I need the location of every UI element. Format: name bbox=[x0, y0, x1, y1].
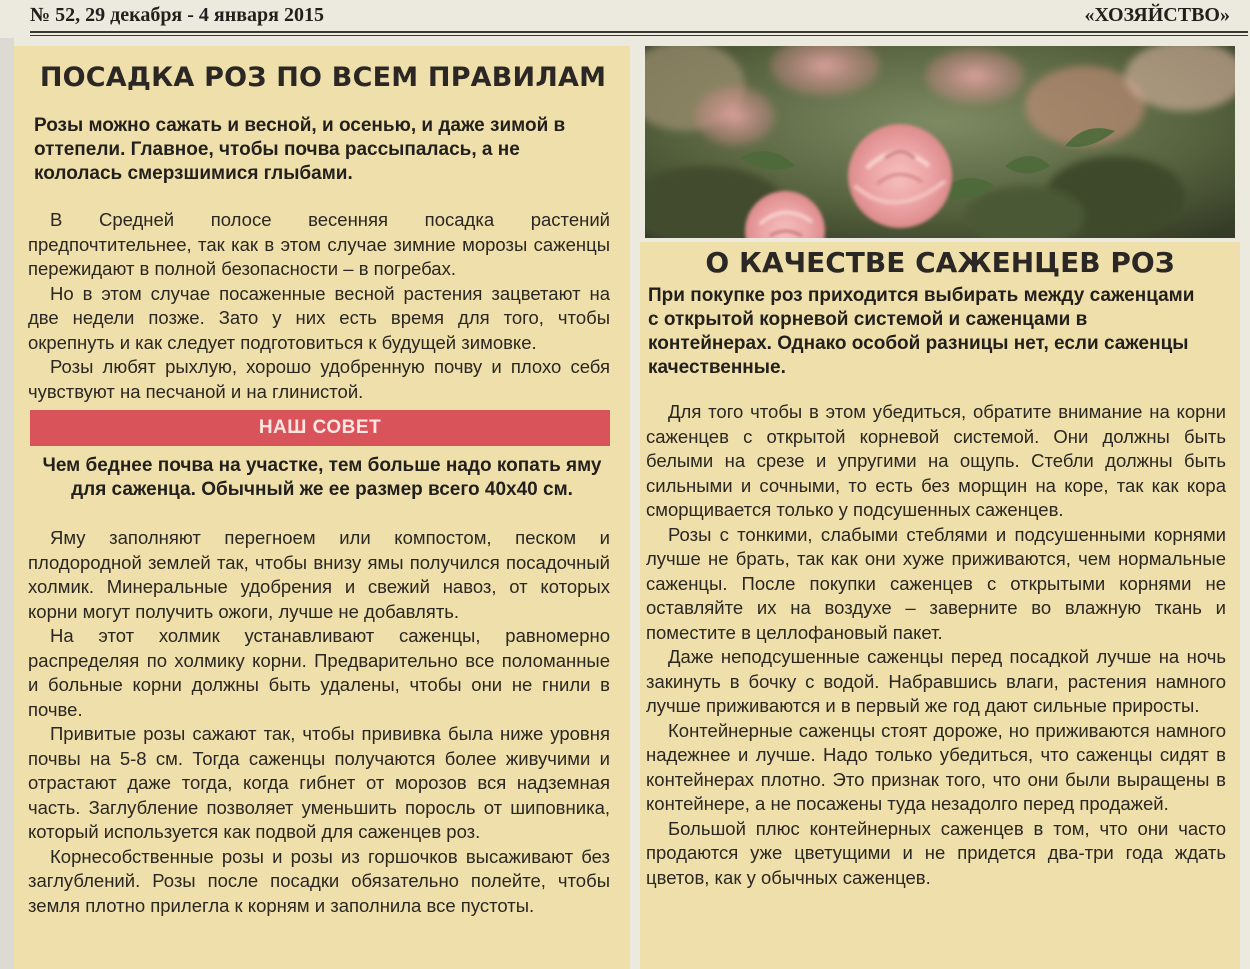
advice-banner: НАШ СОВЕТ bbox=[30, 410, 610, 446]
article-lead: Розы можно сажать и весной, и осенью, и даже зимой в оттепели. Главное, чтобы почва рассыпалась, а не кололась смерзшимися глыбами. bbox=[34, 115, 566, 184]
header-rule bbox=[30, 31, 1248, 33]
paragraph: Розы любят рыхлую, хорошо удобренную почву и плохо себя чувствуют на песчаной и на глинистой. bbox=[28, 356, 610, 402]
paragraph: Даже неподсушенные саженцы перед посадкой лучше на ночь закинуть в бочку с водой. Набравшись влаги, растения намного лучше приживаются и в первый же год дают сильные приросты. bbox=[646, 646, 1226, 716]
issue-info: № 52, 29 декабря - 4 января 2015 bbox=[30, 4, 325, 26]
paragraph: Корнесобственные розы и розы из горшочков высаживают без заглублений. Розы после посадки обязательно полейте, чтобы земля плотно прилегла к корням и заполнила все пустоты. bbox=[28, 845, 610, 916]
article-lead: При покупке роз приходится выбирать между саженцами с открытой корневой системой и саженцами в контейнерах. Однако особой разницы нет, если саженцы качественные. bbox=[648, 285, 1195, 378]
page-header bbox=[14, 0, 1236, 34]
paragraph: В Средней полосе весенняя посадка растений предпочтительнее, так как в этом случае зимние морозы саженцы пережидают в полной безопасности – в погребах. bbox=[28, 209, 610, 279]
rose-photo bbox=[645, 46, 1235, 238]
rose-photo-illustration bbox=[645, 46, 1235, 238]
article-title: ПОСАДКА РОЗ ПО ВСЕМ ПРАВИЛАМ bbox=[39, 62, 607, 93]
paragraph: Контейнерные саженцы стоят дороже, но приживаются намного надежнее и лучше. Надо только убедиться, что саженцы сидят в контейнерах плотно. Это признак того, что они были выращены в контейнере, а не посажены туда незадолго перед продажей. bbox=[646, 719, 1226, 814]
advice-text: Чем беднее почва на участке, тем больше надо копать яму для саженца. Обычный же ее размер всего 40х40 см. bbox=[42, 455, 602, 500]
paragraph: Для того чтобы в этом убедиться, обратите внимание на корни саженцев с открытой корневой системой. Они должны быть белыми на срезе и упругими на ощупь. Стебли должны быть сильными и сочными, то есть без морщин на коре, так как кора сморщивается только у подсушенных саженцев. bbox=[646, 401, 1226, 520]
paragraph: Яму заполняют перегноем или компостом, песком и плодородной землей так, чтобы внизу ямы получился посадочный холмик. Минеральные удобрения и свежий навоз, от которых корни могут получить ожоги, лучше не добавлять. bbox=[28, 527, 610, 622]
article-body-continued bbox=[28, 526, 610, 918]
paragraph: На этот холмик устанавливают саженцы, равномерно распределяя по холмику корни. Предварительно все поломанные и больные корни должны быть удалены, чтобы они не гнили в почве. bbox=[28, 625, 610, 720]
page-edge bbox=[0, 38, 14, 969]
article-planting-roses bbox=[14, 46, 630, 969]
article-seedling-quality bbox=[640, 242, 1240, 969]
paragraph: Привитые розы сажают так, чтобы прививка была ниже уровня почвы на 5-8 см. Тогда саженцы получаются более живучими и отрастают даже тогда, когда гибнет от морозов вся надземная часть. Заглубление позволяет уменьшить поросль от шиповника, который используется как подвой для саженцев роз. bbox=[28, 723, 610, 842]
article-title: О КАЧЕСТВЕ САЖЕНЦЕВ РОЗ bbox=[705, 246, 1175, 279]
header-rule-thin bbox=[30, 35, 1248, 36]
paragraph: Большой плюс контейнерных саженцев в том, что они часто продаются уже цветущими и не придется два-три года ждать цветов, как у обычных саженцев. bbox=[646, 817, 1226, 888]
article-body bbox=[646, 400, 1226, 890]
paragraph: Розы с тонкими, слабыми стеблями и подсушенными корнями лучше не брать, так как они хуже приживаются, чем нормальные саженцы. После покупки саженцев с открытыми корнями не оставляйте их на воздухе – заверните во влажную ткань и поместите в целлофановый пакет. bbox=[646, 523, 1226, 643]
section-name: «ХОЗЯЙСТВО» bbox=[1084, 4, 1230, 26]
paragraph: Но в этом случае посаженные весной растения зацветают на две недели позже. Зато у них есть время для того, чтобы окрепнуть и как следует подготовиться к будущей зимовке. bbox=[28, 282, 610, 353]
article-body bbox=[28, 208, 610, 404]
